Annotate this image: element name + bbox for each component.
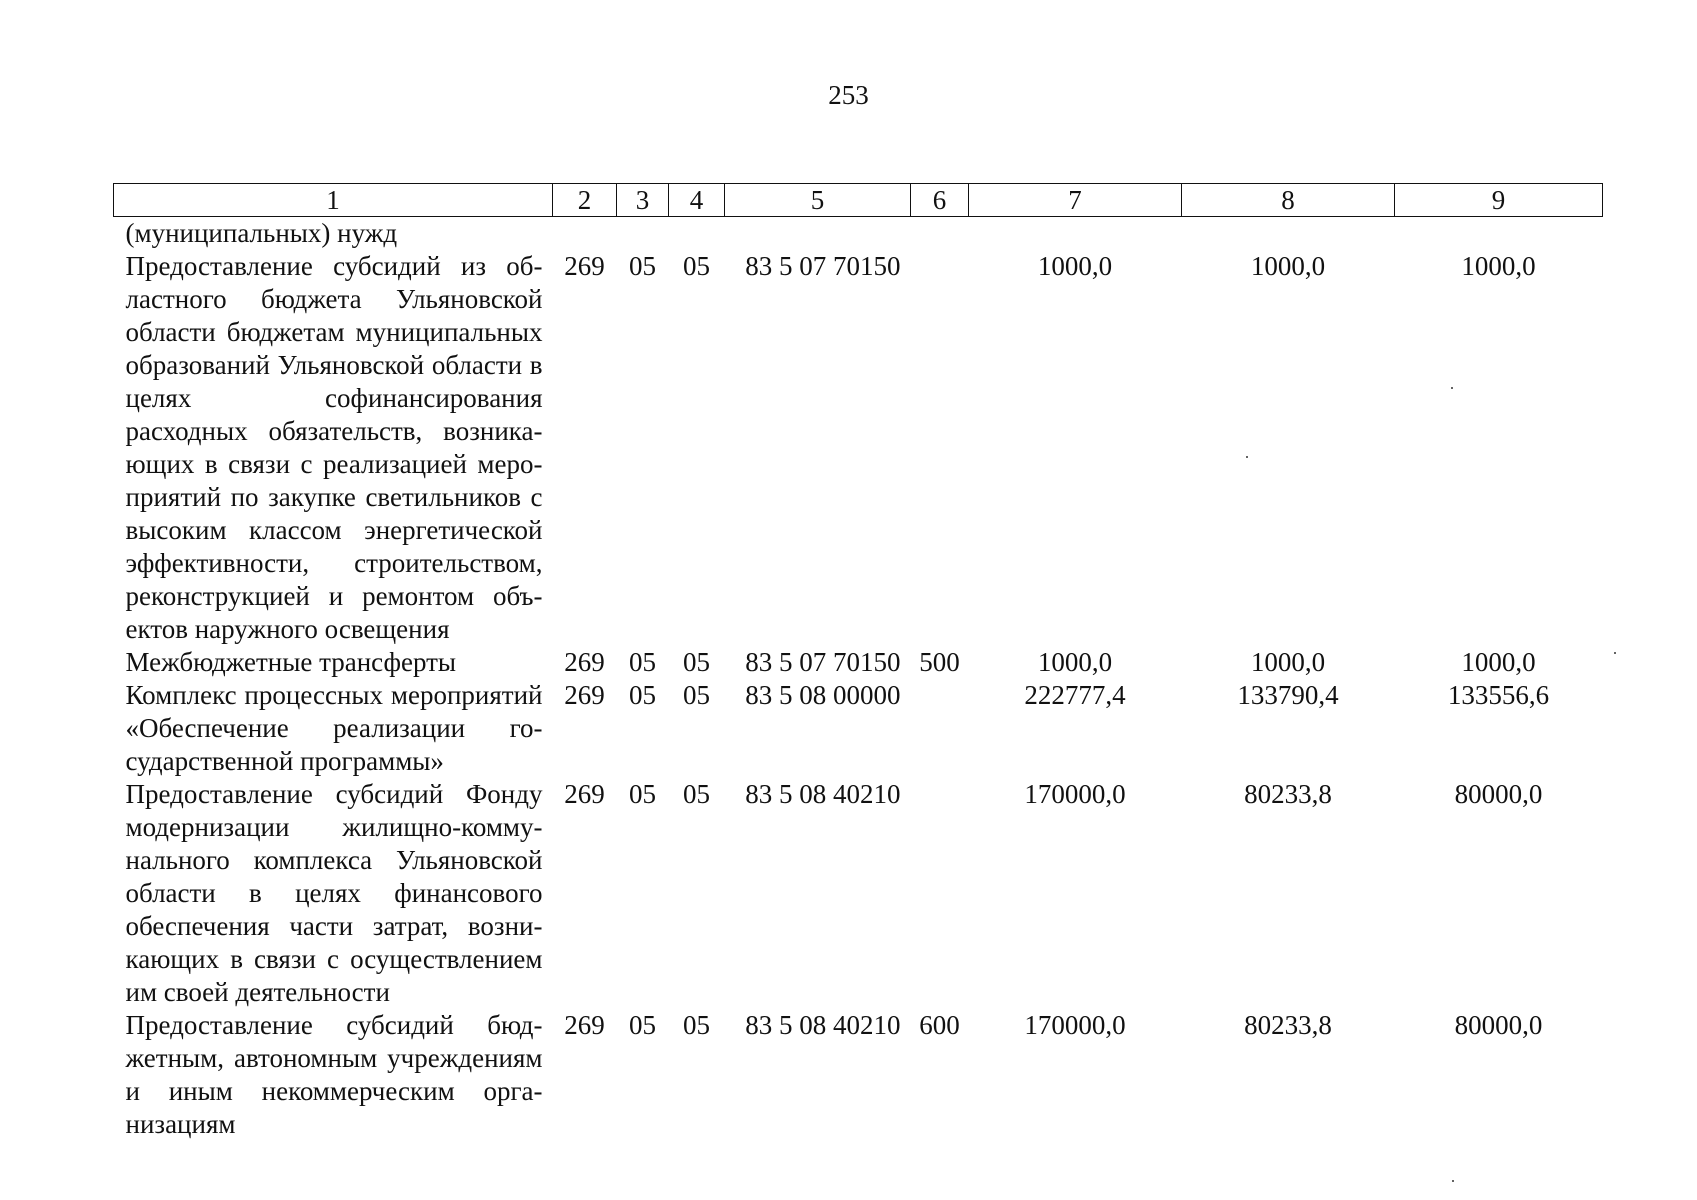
column-header-7: 7 xyxy=(969,184,1182,217)
cell-col-5: 83 5 08 00000 xyxy=(745,680,901,710)
budget-table xyxy=(113,183,1603,1141)
table-body xyxy=(114,217,1603,1142)
cell-col-7: 170000,0 xyxy=(1024,779,1126,809)
header-row xyxy=(114,184,1603,217)
table-header xyxy=(114,184,1603,217)
cell-col-3: 05 xyxy=(629,1010,656,1040)
cell-col-9: 1000,0 xyxy=(1461,251,1536,281)
cell-col-4: 05 xyxy=(683,251,710,281)
row-name-cell: Предоставление субсидий бюджетным, автономным учреждениям и иным некоммерческим организациям xyxy=(125,1010,543,1139)
page-number: 253 xyxy=(828,80,869,110)
cell-col-9: 1000,0 xyxy=(1461,647,1536,677)
cell-col-3: 05 xyxy=(629,680,656,710)
cell-col-5: 83 5 08 40210 xyxy=(745,779,901,809)
cell-col-2 xyxy=(553,217,617,251)
cell-col-2: 269 xyxy=(564,647,605,677)
cell-col-3: 05 xyxy=(629,779,656,809)
table-row xyxy=(114,1009,1603,1141)
cell-col-5: 83 5 07 70150 xyxy=(745,647,901,677)
column-header-3: 3 xyxy=(617,184,669,217)
cell-col-7: 222777,4 xyxy=(1024,680,1126,710)
cell-col-7: 1000,0 xyxy=(1037,251,1113,281)
cell-col-9 xyxy=(1395,217,1603,251)
cell-col-4 xyxy=(669,217,725,251)
cell-col-8: 1000,0 xyxy=(1250,647,1326,677)
cell-col-9: 133556,6 xyxy=(1447,680,1550,710)
cell-col-3: 05 xyxy=(629,647,656,677)
cell-col-8: 133790,4 xyxy=(1237,680,1339,710)
cell-col-7 xyxy=(969,217,1182,251)
row-name-cell: (муниципальных) нужд xyxy=(125,218,398,248)
cell-col-7: 1000,0 xyxy=(1037,647,1113,677)
cell-col-6 xyxy=(911,778,969,1009)
cell-col-8: 1000,0 xyxy=(1250,251,1326,281)
row-name-cell: Комплекс процессных мероприятий «Обеспечение реализации государственной программы» xyxy=(125,680,543,776)
column-header-4: 4 xyxy=(669,184,725,217)
column-header-5: 5 xyxy=(725,184,911,217)
column-header-8: 8 xyxy=(1182,184,1395,217)
cell-col-4: 05 xyxy=(683,779,710,809)
cell-col-9: 80000,0 xyxy=(1454,1010,1543,1040)
cell-col-6 xyxy=(911,250,969,646)
table-row xyxy=(114,217,1603,251)
table-row xyxy=(114,646,1603,679)
cell-col-4: 05 xyxy=(683,680,710,710)
cell-col-4: 05 xyxy=(683,647,710,677)
table-row xyxy=(114,250,1603,646)
column-header-2: 2 xyxy=(553,184,617,217)
cell-col-2: 269 xyxy=(564,779,605,809)
row-name-cell: Межбюджетные трансферты xyxy=(125,647,457,677)
column-header-6: 6 xyxy=(911,184,969,217)
cell-col-2: 269 xyxy=(564,251,605,281)
cell-col-8 xyxy=(1182,217,1395,251)
cell-col-2: 269 xyxy=(564,1010,605,1040)
cell-col-3: 05 xyxy=(629,251,656,281)
table-row xyxy=(114,679,1603,778)
row-name-cell: Предоставление субсидий Фонду модернизации жилищно-коммунального комплекса Ульяновской области в целях финансового обеспечения части затрат, возникающих в связи с осуществлением им своей деятельности xyxy=(125,779,543,1007)
cell-col-5: 83 5 07 70150 xyxy=(745,251,901,281)
row-name-cell: Предоставление субсидий из областного бюджета Ульяновской области бюджетам муниципальных образований Ульяновской области в целях софинансирования расходных обязательств, возникающих в связи с реализацией мероприятий по закупке светильников с высоким классом энергетической эффективности, строительством, реконструкцией и ремонтом объектов наружного освещения xyxy=(125,251,543,644)
cell-col-8: 80233,8 xyxy=(1244,779,1332,809)
cell-col-5: 83 5 08 40210 xyxy=(745,1010,901,1040)
cell-col-8: 80233,8 xyxy=(1244,1010,1332,1040)
scan-speck xyxy=(1614,652,1616,654)
scan-speck xyxy=(1246,456,1248,458)
cell-col-6 xyxy=(911,217,969,251)
cell-col-5 xyxy=(725,217,911,251)
cell-col-2: 269 xyxy=(564,680,605,710)
cell-col-6 xyxy=(911,679,969,778)
table-row xyxy=(114,778,1603,1009)
cell-col-4: 05 xyxy=(683,1010,710,1040)
cell-col-7: 170000,0 xyxy=(1024,1010,1126,1040)
column-header-1: 1 xyxy=(114,184,553,217)
cell-col-3 xyxy=(617,217,669,251)
cell-col-9: 80000,0 xyxy=(1454,779,1543,809)
scan-speck xyxy=(1451,387,1453,389)
cell-col-6: 600 xyxy=(919,1010,960,1040)
scan-speck xyxy=(1452,1180,1454,1182)
column-header-9: 9 xyxy=(1395,184,1603,217)
cell-col-6: 500 xyxy=(919,647,960,677)
